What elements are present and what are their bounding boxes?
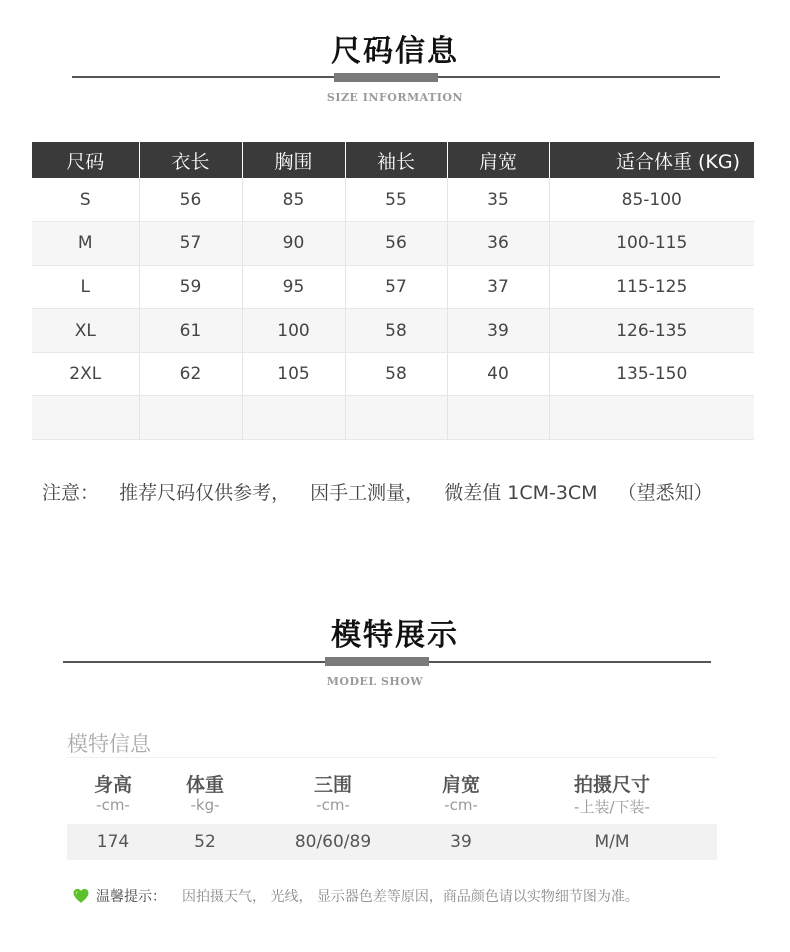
green-heart-icon [72, 887, 90, 905]
model-info-heading: 模特信息 [67, 728, 717, 758]
tip-text: 因拍摄天气， 光线， 显示器色差等原因，商品颜色请以实物细节图为准。 [182, 889, 639, 905]
table-cell: L [32, 265, 139, 309]
model-title-accent-bar [325, 657, 429, 666]
table-cell: M [32, 222, 139, 266]
size-table-header: 袖长 [345, 142, 447, 178]
size-table-header: 肩宽 [447, 142, 549, 178]
size-table-header: 适合体重 (KG) [549, 142, 754, 178]
measurement-note [42, 478, 727, 505]
table-cell: 135-150 [549, 352, 754, 396]
table-cell: 56 [345, 222, 447, 266]
table-cell: 40 [447, 352, 549, 396]
note-part: 因手工测量， [310, 482, 425, 504]
model-col-unit: -cm- [316, 796, 350, 814]
note-part: 微差值 1CM-3CM [444, 482, 598, 504]
table-cell [549, 396, 754, 440]
table-cell: 55 [345, 178, 447, 222]
table-row [32, 309, 754, 353]
note-part: 推荐尺码仅供参考， [119, 482, 291, 504]
model-col-shoot-size [507, 770, 717, 818]
model-col-unit: -上装/下装- [574, 798, 650, 816]
model-col-header: 三围 [313, 774, 352, 796]
size-table [32, 142, 754, 440]
table-cell [242, 396, 345, 440]
note-part: 注意： [42, 482, 100, 504]
model-value: 52 [194, 832, 216, 852]
size-table-header: 衣长 [139, 142, 242, 178]
size-table-header: 尺码 [32, 142, 139, 178]
table-row [32, 396, 754, 440]
model-col-unit: -kg- [190, 796, 220, 814]
model-info-headers [67, 770, 717, 818]
size-title-accent-bar [334, 73, 438, 82]
model-col-height [67, 770, 159, 818]
table-cell: 39 [447, 309, 549, 353]
table-cell: 2XL [32, 352, 139, 396]
model-col-header: 拍摄尺寸 [573, 774, 650, 796]
table-cell: 57 [139, 222, 242, 266]
table-cell: 115-125 [549, 265, 754, 309]
table-cell: 56 [139, 178, 242, 222]
model-info-panel [67, 728, 717, 860]
note-part: （望悉知） [617, 482, 713, 504]
model-value: 174 [96, 832, 130, 852]
table-row [32, 352, 754, 396]
table-cell: XL [32, 309, 139, 353]
size-section-title: 尺码信息 [331, 34, 459, 69]
size-section-subtitle: SIZE INFORMATION [326, 91, 464, 104]
model-section-subtitle: MODEL SHOW [326, 675, 424, 688]
model-value: M/M [594, 832, 630, 852]
table-cell [32, 396, 139, 440]
tip-label: 温馨提示： [96, 889, 166, 905]
model-col-measurements [251, 770, 415, 818]
table-cell: 61 [139, 309, 242, 353]
model-value: 80/60/89 [294, 832, 372, 852]
model-col-shoulder [415, 770, 507, 818]
table-row [32, 265, 754, 309]
model-value: 39 [450, 832, 472, 852]
warm-tip [72, 886, 639, 906]
table-cell: 62 [139, 352, 242, 396]
table-cell: 100 [242, 309, 345, 353]
table-cell: 95 [242, 265, 345, 309]
table-cell: 105 [242, 352, 345, 396]
table-row [32, 178, 754, 222]
table-row [32, 222, 754, 266]
table-cell: 126-135 [549, 309, 754, 353]
model-section-title: 模特展示 [331, 618, 459, 653]
model-col-header: 肩宽 [441, 774, 480, 796]
table-cell: 59 [139, 265, 242, 309]
table-cell: 85-100 [549, 178, 754, 222]
table-cell: 36 [447, 222, 549, 266]
model-col-header: 身高 [93, 774, 132, 796]
model-col-header: 体重 [185, 774, 224, 796]
size-table-header: 胸围 [242, 142, 345, 178]
model-col-unit: -cm- [96, 796, 130, 814]
table-cell: 58 [345, 309, 447, 353]
table-cell: 37 [447, 265, 549, 309]
table-cell: 90 [242, 222, 345, 266]
size-table-header-row [32, 142, 754, 178]
table-cell: 85 [242, 178, 345, 222]
table-cell [345, 396, 447, 440]
table-cell [447, 396, 549, 440]
model-col-weight [159, 770, 251, 818]
model-info-values [67, 824, 717, 860]
table-cell: S [32, 178, 139, 222]
table-cell: 58 [345, 352, 447, 396]
table-cell: 35 [447, 178, 549, 222]
model-col-unit: -cm- [444, 796, 478, 814]
table-cell [139, 396, 242, 440]
table-cell: 57 [345, 265, 447, 309]
table-cell: 100-115 [549, 222, 754, 266]
